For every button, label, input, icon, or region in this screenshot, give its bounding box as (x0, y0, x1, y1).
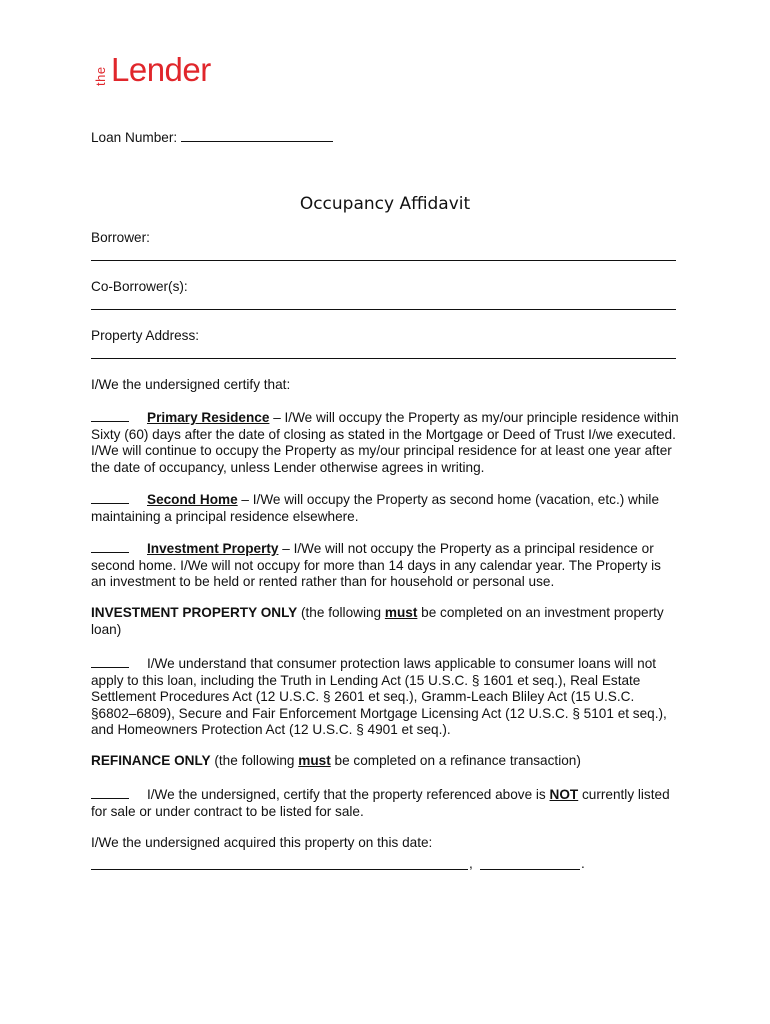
investment-only-pre: (the following (297, 605, 385, 620)
option-primary-residence (91, 409, 679, 476)
investment-property-checkbox[interactable] (91, 540, 129, 553)
borrower-label: Borrower: (91, 230, 150, 245)
refinance-only-title: REFINANCE ONLY (91, 753, 211, 768)
investment-acknowledgement-text: I/We understand that consumer protection laws applicable to consumer loans will not apply to this loan, including the Truth in Lending Act (15 U.S.C. § 1601 et seq.), Real Estate Settlement Procedures Act (12 U.S.C. § 2601 et seq.), Gramm-Leach Bliley Act (15 U.S.C. §6802–6809), Secure and Fair Enforcement Mortgage Licensing Act (12 U.S.C. § 5101 et seq.), and Homeowners Protection Act (12 U.S.C. § 4901 et seq.). (91, 656, 667, 737)
refinance-statement-pre: I/We the undersigned, certify that the property referenced above is (147, 787, 550, 802)
refinance-not: NOT (549, 787, 579, 802)
page-title: Occupancy Affidavit (299, 194, 471, 214)
co-borrower-field[interactable] (91, 309, 676, 310)
refinance-certification (91, 786, 679, 820)
investment-only-heading (91, 605, 679, 638)
loan-number (91, 127, 333, 145)
primary-residence-heading: Primary Residence (147, 410, 270, 425)
primary-residence-text: – I/We will occupy the Property as my/our principle residence within Sixty (60) days after the date of closing as stated in the Mortgage or Deed of Trust I/we executed. I/We will continue to occupy the Property as my/our principal residence for at least one year after the date of occupancy, unless Lender otherwise agrees in writing. (91, 410, 679, 475)
investment-acknowledgement (91, 655, 679, 739)
second-home-checkbox[interactable] (91, 491, 129, 504)
logo-prefix: the (93, 66, 108, 86)
acquired-comma: , (469, 856, 473, 871)
second-home-heading: Second Home (147, 492, 238, 507)
investment-property-text: – I/We will not occupy the Property as a principal residence or second home. I/We will not occupy for more than 14 days in any calendar year. The Property is an investment to be held or rented rather than for household or personal use. (91, 541, 661, 589)
logo-name: Lender (111, 51, 211, 88)
property-address-field[interactable] (91, 358, 676, 359)
refinance-only-must: must (298, 753, 331, 768)
second-home-text: – I/We will occupy the Property as second home (vacation, etc.) while maintaining a principal residence elsewhere. (91, 492, 660, 524)
investment-only-post: be completed on an investment property loan) (91, 605, 664, 637)
refinance-only-heading (91, 753, 679, 770)
acquired-date-field[interactable] (91, 855, 468, 870)
loan-number-field[interactable] (181, 127, 333, 142)
certify-intro: I/We the undersigned certify that: (91, 377, 291, 392)
refinance-only-pre: (the following (210, 753, 299, 768)
acquired-date-row (91, 855, 691, 871)
investment-acknowledgement-checkbox[interactable] (91, 655, 129, 668)
refinance-certification-checkbox[interactable] (91, 786, 129, 799)
primary-residence-checkbox[interactable] (91, 409, 129, 422)
co-borrower-label: Co-Borrower(s): (91, 279, 188, 294)
refinance-only-post: be completed on a refinance transaction) (330, 753, 581, 768)
investment-property-heading: Investment Property (147, 541, 279, 556)
investment-only-must: must (384, 605, 418, 620)
acquired-year-field[interactable] (480, 855, 580, 870)
acquired-label: I/We the undersigned acquired this property on this date: (91, 835, 433, 850)
loan-number-label: Loan Number: (91, 130, 178, 145)
investment-only-title: INVESTMENT PROPERTY ONLY (91, 605, 298, 620)
acquired-period: . (581, 856, 585, 871)
refinance-statement-post: currently listed for sale or under contract to be listed for sale. (91, 787, 670, 819)
option-second-home (91, 491, 679, 525)
borrower-field[interactable] (91, 260, 676, 261)
option-investment-property (91, 540, 679, 591)
property-address-label: Property Address: (91, 328, 200, 343)
